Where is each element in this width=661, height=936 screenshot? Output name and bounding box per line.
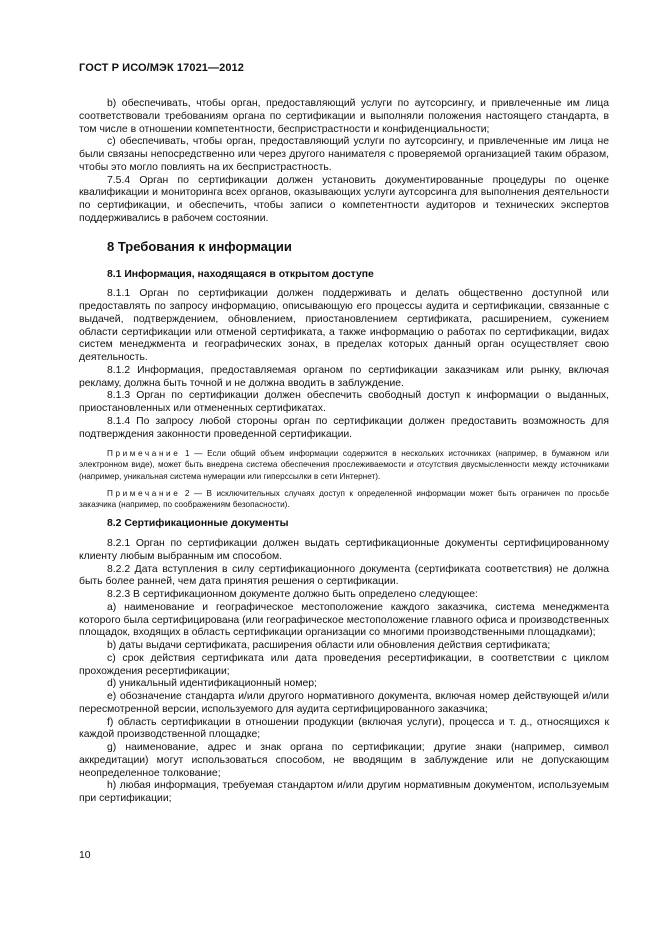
paragraph-8-1-4: 8.1.4 По запросу любой стороны орган по сертификации должен предоставить возможность для подтверждения законности проведенной сертификации. bbox=[79, 415, 609, 440]
note-label: Примечание bbox=[107, 488, 181, 498]
paragraph-8-1-1: 8.1.1 Орган по сертификации должен поддерживать и делать общественно доступной или предоставлять по запросу информацию, описывающую его процессы аудита и сертификации, связанные с выдачей, подтверждением, обновлением, приостановлением сертификата, расширением, сужением области сертификации или отменой сертификата, а также информацию о работах по сертификации, видах систем менеджмента и географических зонах, в пределах которых данный орган осуществляет свою деятельность. bbox=[79, 288, 609, 363]
paragraph-8-2-1: 8.2.1 Орган по сертификации должен выдать сертификационные документы сертифицированному клиенту любым выбранным им способом. bbox=[79, 538, 609, 562]
paragraph-7-5-4: 7.5.4 Орган по сертификации должен установить документированные процедуры по оценке квалификации и мониторинга всех органов, оказывающих услуги аутсорсинга для выполнения деятельности по сертификации, и обеспечить, чтобы записи о компетентности аудиторов и технических экспертов поддерживались в рабочем состоянии. bbox=[79, 174, 609, 224]
list-item-h: h) любая информация, требуемая стандартом и/или другим нормативным документом, используемым при сертификации; bbox=[79, 780, 609, 805]
note-2 bbox=[79, 488, 609, 510]
list-item-b: b) даты выдачи сертификата, расширения области или обновления действия сертификата; bbox=[107, 640, 551, 652]
paragraph-c: c) обеспечивать, чтобы орган, предоставляющий услуги по аутсорсингу, и привлеченные им лица не были связаны непосредственно или через другого нанимателя с проверяемой организацией таким образом, чтобы это могло повлиять на их беспристрастность. bbox=[79, 136, 609, 173]
page-number: 10 bbox=[79, 850, 91, 861]
list-item-f: f) область сертификации в отношении продукции (включая услуги), процесса и т. д., относящихся к каждой производственной площадке; bbox=[79, 716, 609, 741]
paragraph-8-2-2: 8.2.2 Дата вступления в силу сертификационного документа (сертификата соответствия) не должна быть более ранней, чем дата принятия решения о сертификации. bbox=[79, 563, 609, 588]
document-header: ГОСТ Р ИСО/МЭК 17021—2012 bbox=[79, 62, 244, 74]
list-item-e: e) обозначение стандарта и/или другого нормативного документа, включая номер действующей и/или пересмотренной версии, используемого для аудита сертифицированного заказчика; bbox=[79, 691, 609, 715]
paragraph-b: b) обеспечивать, чтобы орган, предоставляющий услуги по аутсорсингу, и привлеченные им лица соответствовали требованиям органа по сертификации и выполняли положения настоящего стандарта, в том числе в отношении компетентности, беспристрастности и конфиденциальности; bbox=[79, 98, 609, 135]
paragraph-8-2-3: 8.2.3 В сертификационном документе должно быть определено следующее: bbox=[107, 589, 478, 601]
note-1 bbox=[79, 448, 609, 482]
paragraph-8-1-3: 8.1.3 Орган по сертификации должен обеспечить свободный доступ к информации о выданных, приостановленных или отмененных сертификатах. bbox=[79, 390, 609, 414]
list-item-g: g) наименование, адрес и знак органа по сертификации; другие знаки (например, символ аккредитации) могут использоваться способом, не вводящим в заблуждение или не допускающим неопределенное толкование; bbox=[79, 742, 609, 779]
section-title: 8 Требования к информации bbox=[107, 238, 292, 254]
note-text: 1 — Если общий объем информации содержится в нескольких источниках (например, в бумажном или электронном виде), может быть внедрена система обеспечения прослеживаемости и отсутствия двусмысленности между источниками (например, уникальная система нумерации или гиперссылки в сети Интернет). bbox=[79, 449, 609, 481]
subsection-title: 8.1 Информация, находящаяся в открытом доступе bbox=[107, 268, 374, 280]
list-item-d: d) уникальный идентификационный номер; bbox=[107, 678, 317, 690]
list-item-a: a) наименование и географическое местоположение каждого заказчика, система менеджмента которого была сертифицирована (или географическое местоположение главного офиса и производственных площадок, входящих в область сертификации организации со многими производственными площадками); bbox=[79, 601, 609, 639]
list-item-c: c) срок действия сертификата или дата проведения ресертификации, в соответствии с циклом прохождения ресертификации; bbox=[79, 652, 609, 677]
subsection-title: 8.2 Сертификационные документы bbox=[107, 518, 289, 530]
note-text: 2 — В исключительных случаях доступ к определенной информации может быть ограничен по просьбе заказчика (например, по соображениям безопасности). bbox=[79, 488, 610, 510]
note-label: Примечание bbox=[107, 449, 181, 459]
page-body bbox=[79, 98, 609, 806]
paragraph-8-1-2: 8.1.2 Информация, предоставляемая органом по сертификации заказчикам или рынку, включая рекламу, должна быть точной и не должна вводить в заблуждение. bbox=[79, 364, 609, 389]
